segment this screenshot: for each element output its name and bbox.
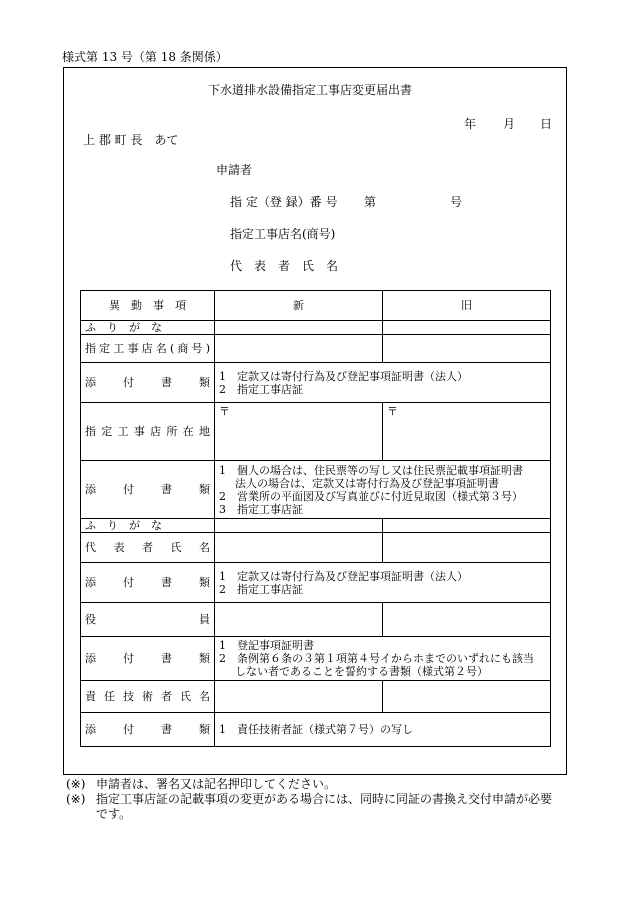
table-row (81, 403, 551, 461)
attachment-item: 1 登記事項証明書 (219, 639, 314, 652)
engineer-label: 責 任 技 術 者 氏 名 (81, 681, 215, 713)
shop-name-label: 指定工事店名(商号) (230, 227, 336, 241)
attachment-item: 1 責任技術者証（様式第７号）の写し (219, 723, 413, 736)
designation-number-label: 指 定（登 録）番 号 (230, 195, 338, 209)
attachment-item: しない者であることを誓約する書類（様式第２号） (235, 665, 488, 678)
engineer-new[interactable] (215, 681, 383, 713)
shop-name-old[interactable] (383, 335, 551, 363)
representative-row-label: 代 表 者 氏 名 (81, 533, 215, 563)
furigana-label: ふ り が な (81, 321, 215, 335)
furigana-label: ふ り が な (81, 519, 215, 533)
table-row (81, 563, 551, 603)
attachment-item: 法人の場合は、定款又は寄付行為及び登記事項証明書 (235, 476, 499, 490)
note-text: です。 (96, 807, 132, 821)
table-header-row (81, 291, 551, 321)
header-new: 新 (215, 291, 383, 321)
note-item (66, 792, 570, 807)
furigana-old[interactable] (383, 519, 551, 533)
postal-mark: 〒 (219, 405, 230, 418)
header-old: 旧 (383, 291, 551, 321)
attachments-label: 添 付 書 類 (81, 563, 215, 603)
table-row (81, 519, 551, 533)
form-number: 様式第 13 号（第 18 条関係） (62, 50, 228, 64)
change-items-table (80, 290, 551, 747)
date-month: 月 (503, 117, 516, 131)
table-row (81, 335, 551, 363)
table-row (81, 637, 551, 681)
attachment-item: 2 指定工事店証 (219, 382, 303, 396)
document-title: 下水道排水設備指定工事店変更届出書 (208, 83, 413, 97)
date-year: 年 (464, 117, 477, 131)
address-new[interactable] (215, 403, 383, 461)
date-day: 日 (540, 117, 553, 131)
address-old[interactable] (383, 403, 551, 461)
shop-name-new[interactable] (215, 335, 383, 363)
note-mark: (※) (66, 777, 86, 791)
designation-dai: 第 (364, 195, 377, 209)
attachment-item: 1 定款又は寄付行為及び登記事項証明書（法人） (219, 569, 468, 583)
representative-new[interactable] (215, 533, 383, 563)
attachments-list (215, 363, 551, 403)
attachments-list (215, 637, 551, 681)
furigana-new[interactable] (215, 519, 383, 533)
furigana-new[interactable] (215, 321, 383, 335)
attachments-list (215, 713, 551, 747)
table-row (81, 321, 551, 335)
attachments-label: 添 付 書 類 (81, 713, 215, 747)
attachments-label: 添 付 書 類 (81, 637, 215, 681)
postal-mark: 〒 (387, 405, 398, 418)
engineer-old[interactable] (383, 681, 551, 713)
representative-old[interactable] (383, 533, 551, 563)
representative-label: 代 表 者 氏 名 (230, 259, 339, 273)
officers-label: 役 員 (81, 603, 215, 637)
applicant-label: 申請者 (216, 163, 253, 177)
address-label: 指 定 工 事 店 所 在 地 (81, 403, 215, 461)
table-row (81, 603, 551, 637)
attachments-label: 添 付 書 類 (81, 363, 215, 403)
officers-new[interactable] (215, 603, 383, 637)
attachments-list (215, 563, 551, 603)
attachments-label: 添 付 書 類 (81, 461, 215, 519)
shop-name-row-label: 指 定 工 事 店 名 ( 商 号 ) (81, 335, 215, 363)
attachment-item: 2 条例第６条の３第１項第４号イからホまでのいずれにも該当 (219, 652, 534, 665)
table-row (81, 681, 551, 713)
attachment-item: 2 営業所の平面図及び写真並びに付近見取図（様式第３号） (219, 489, 523, 503)
table-row (81, 533, 551, 563)
table-row (81, 713, 551, 747)
addressee: 上 郡 町 長 あて (83, 133, 179, 147)
note-item-continued (66, 807, 570, 822)
attachment-item: 2 指定工事店証 (219, 582, 303, 596)
header-item: 異 動 事 項 (81, 291, 215, 321)
table-row (81, 363, 551, 403)
attachment-item: 1 個人の場合は、住民票等の写し又は住民票記載事項証明書 (219, 463, 523, 477)
designation-go: 号 (450, 195, 463, 209)
furigana-old[interactable] (383, 321, 551, 335)
note-text: 指定工事店証の記載事項の変更がある場合には、同時に同証の書換え交付申請が必要 (96, 792, 553, 806)
attachment-item: 3 指定工事店証 (219, 502, 303, 516)
attachments-list (215, 461, 551, 519)
table-row (81, 461, 551, 519)
notes (66, 777, 570, 822)
note-item (66, 777, 570, 792)
note-text: 申請者は、署名又は記名押印してください。 (96, 777, 337, 791)
officers-old[interactable] (383, 603, 551, 637)
attachment-item: 1 定款又は寄付行為及び登記事項証明書（法人） (219, 369, 468, 383)
note-mark: (※) (66, 792, 86, 806)
